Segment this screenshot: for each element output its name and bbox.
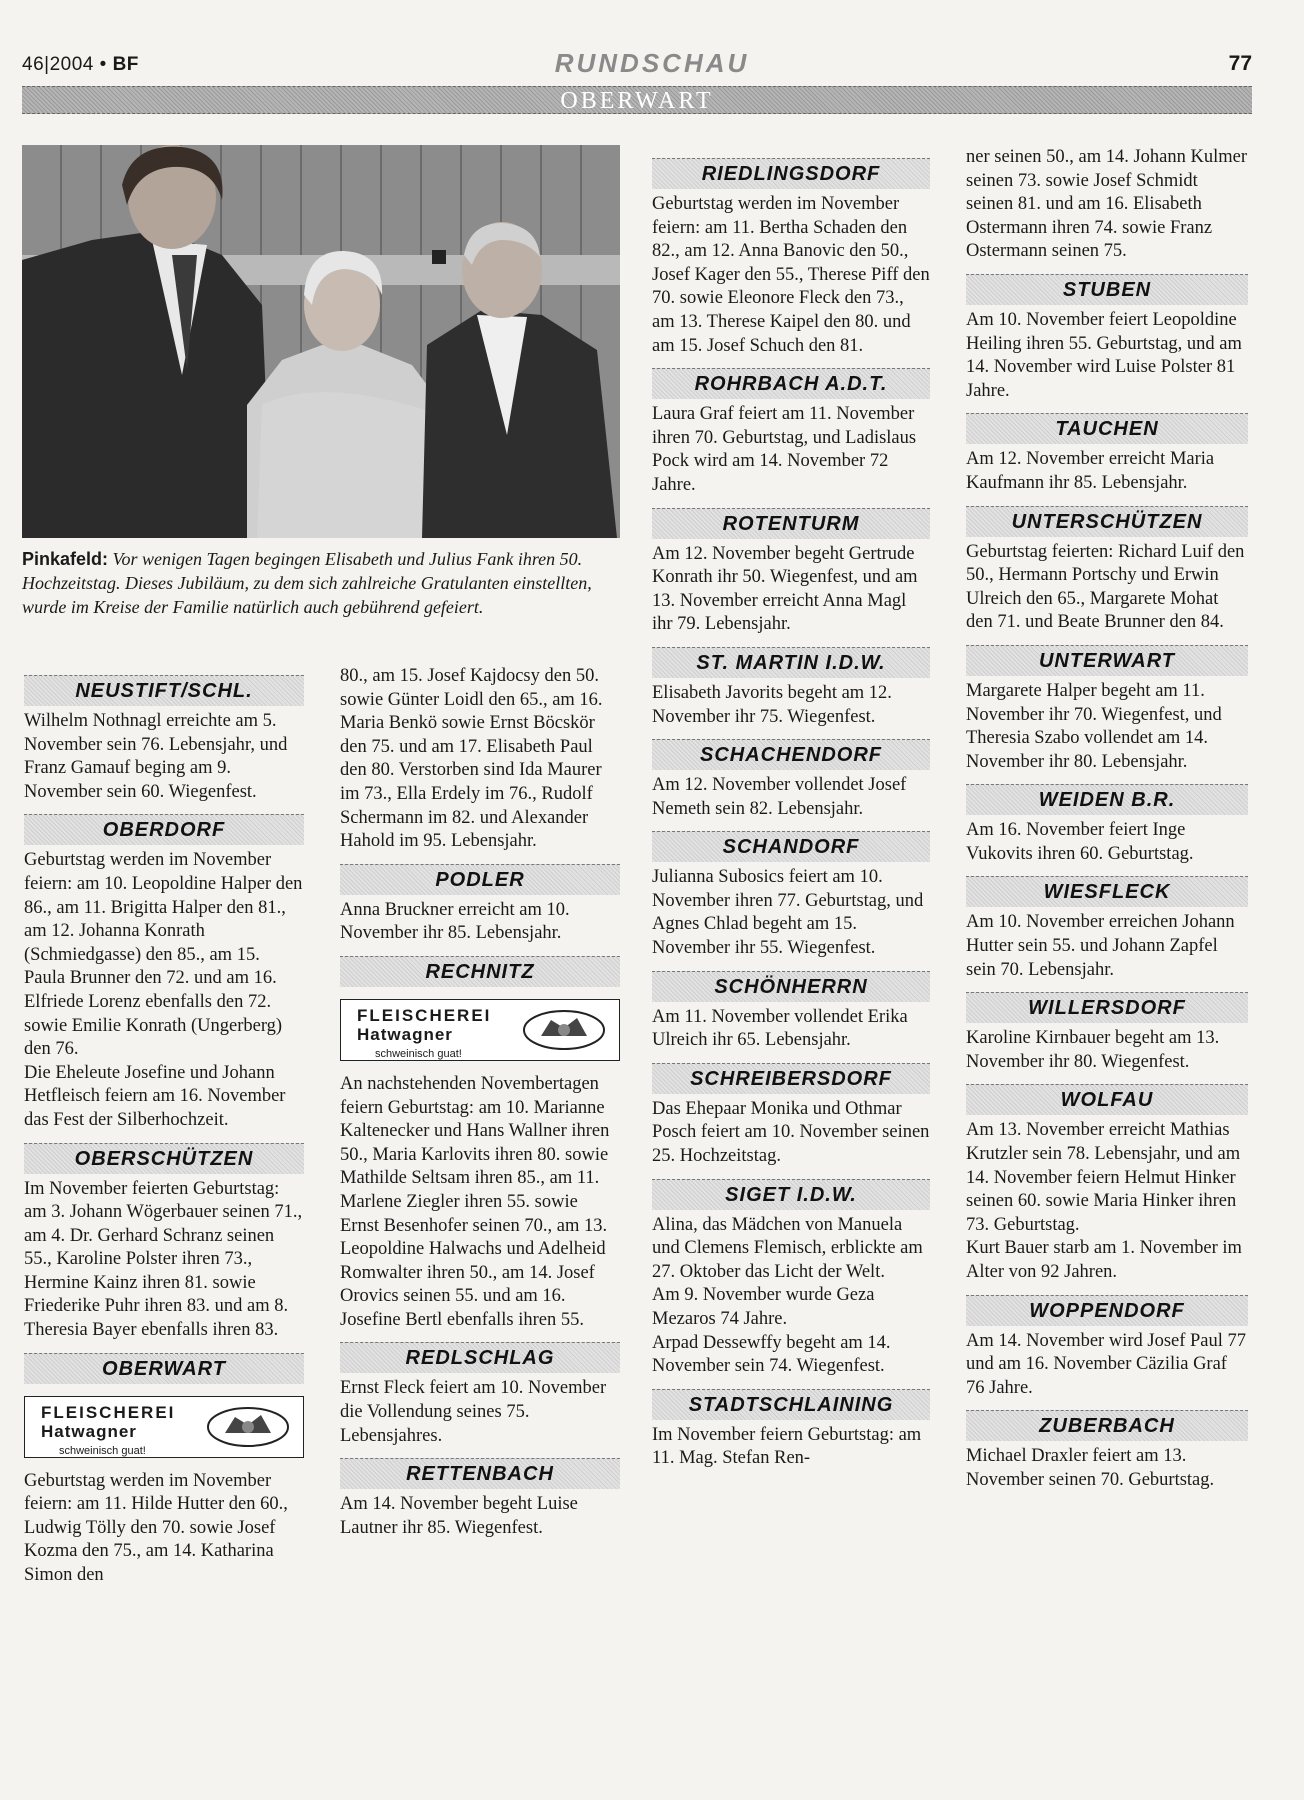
ad-line-1: FLEISCHEREI: [41, 1402, 176, 1422]
heading-woppendorf: WOPPENDORF: [966, 1295, 1248, 1326]
text-woppendorf: Am 14. November wird Josef Paul 77 und am 16. November Cäzilia Graf 76 Jahre.: [966, 1330, 1247, 1398]
text-stadtschlaining: Im November feiern Geburtstag: am 11. Mag. Stefan Ren-: [652, 1424, 922, 1469]
text-oberwart: Geburtstag werden im November feiern: am 11. Hilde Hutter den 60., Ludwig Tölly den 70. sowie Josef Kozma den 75., am 14. Katharina Simon den: [24, 1470, 288, 1586]
heading-willersdorf: WILLERSDORF: [966, 992, 1248, 1023]
heading-oberschuetzen: OBERSCHÜTZEN: [24, 1143, 304, 1174]
heading-wiesfleck: WIESFLECK: [966, 876, 1248, 907]
heading-rotenturm: ROTENTURM: [652, 508, 930, 539]
heading-stuben: STUBEN: [966, 274, 1248, 305]
text-unterschuetzen: Geburtstag feierten: Richard Luif den 50., Hermann Portschy und Erwin Ulreich den 65., Margarete Mohat den 71. und Beate Brunner den 84.: [966, 541, 1245, 633]
ad-line-1: FLEISCHEREI: [357, 1005, 492, 1025]
text-oberdorf-1: Geburtstag werden im November feiern: am 10. Leopoldine Halper den 86., am 11. Brigitta Halper den 81., am 12. Johanna Konrath (Schmiedgasse) den 85., am 15. Paula Brunner den 72. und am 16. Elfriede Lorenz ebenfalls den 72. sowie Emilie Konrath (Ungerberg) den 76.: [24, 850, 303, 1060]
text-oberschuetzen: Im November feierten Geburtstag: am 3. Johann Wögerbauer seinen 71., am 4. Dr. Gerhard Schranz seinen 55., Karoline Polster ihren 73., Hermine Kainz ihren 81. sowie Friederike Puhr ihren 83. und am 8. Theresia Bayer ebenfalls ihren 83.: [24, 1178, 303, 1341]
heading-riedlingsdorf: RIEDLINGSDORF: [652, 158, 930, 189]
text-wolfau-2: Kurt Bauer starb am 1. November im Alter von 92 Jahren.: [966, 1238, 1242, 1282]
heading-unterschuetzen: UNTERSCHÜTZEN: [966, 506, 1248, 537]
region-banner: [22, 86, 1252, 114]
text-siget-3: Arpad Dessewffy begeht am 14. November sein 74. Wiegenfest.: [652, 1332, 891, 1377]
heading-schandorf: SCHANDORF: [652, 831, 930, 862]
ad-fleischerei-2: [340, 999, 620, 1061]
pig-logo-icon: [205, 1403, 291, 1449]
column-1: [24, 675, 304, 1588]
text-siget-1: Alina, das Mädchen von Manuela und Clemens Flemisch, erblickte am 27. Oktober das Licht der Welt.: [652, 1214, 923, 1282]
heading-oberdorf: OBERDORF: [24, 814, 304, 845]
heading-podler: PODLER: [340, 864, 620, 895]
ad-line-3: schweinisch guat!: [59, 1444, 146, 1457]
text-schreibersdorf: Das Ehepaar Monika und Othmar Posch feiert am 10. November seinen 25. Hochzeitstag.: [652, 1098, 930, 1167]
text-st-martin: Elisabeth Javorits begeht am 12. November ihr 75. Wiegenfest.: [652, 682, 892, 727]
text-oberwart-cont: 80., am 15. Josef Kajdocsy den 50. sowie Günter Loidl den 65., am 16. Maria Benkö sowie Ernst Böcskör den 75. und am 17. Elisabeth Paul den 80. Verstorben sind Ida Maurer im 73., Ella Erdely im 76., Rudolf Schermann im 82. und Alexander Hahold im 95. Lebensjahr.: [340, 666, 603, 852]
text-willersdorf: Karoline Kirnbauer begeht am 13. November ihr 80. Wiegenfest.: [966, 1028, 1220, 1072]
text-rechnitz: An nachstehenden Novembertagen feiern Geburtstag: am 10. Marianne Kaltenecker und Hans Wallner ihren 50., Maria Karlovits ihren 80. sowie Mathilde Seltsam ihren 85., am 11. Marlene Ziegler ihren 55. sowie Ernst Besenhofer seinen 70., am 13. Leopoldine Halwachs und Adelheid Romwalter ihren 50., am 14. Josef Orovics seinen 55. und am 16. Josefine Bertl ebenfalls ihren 55.: [340, 1073, 610, 1330]
column-4: [966, 146, 1248, 1493]
heading-rechnitz: RECHNITZ: [340, 956, 620, 987]
text-schachendorf: Am 12. November vollendet Josef Nemeth sein 82. Lebensjahr.: [652, 775, 907, 819]
caption-text: Vor wenigen Tagen begingen Elisabeth und Julius Fank ihren 50. Hochzeitstag. Dieses Jubiläum, zu dem sich zahlreiche Gratulanten einstellten, wurde im Kreise der Familie natürlich auch gebührend gefeiert.: [22, 549, 592, 617]
text-siget-2: Am 9. November wurde Geza Mezaros 74 Jahre.: [652, 1285, 875, 1329]
ad-line-2: Hatwagner: [41, 1421, 137, 1441]
text-podler: Anna Bruckner erreicht am 10. November ihr 85. Lebensjahr.: [340, 899, 570, 944]
section-title: RUNDSCHAU: [554, 48, 750, 78]
heading-stadtschlaining: STADTSCHLAINING: [652, 1389, 930, 1420]
heading-weiden: WEIDEN B.R.: [966, 784, 1248, 815]
heading-tauchen: TAUCHEN: [966, 413, 1248, 444]
text-wolfau-1: Am 13. November erreicht Mathias Krutzler sein 78. Lebensjahr, und am 14. November feiern Helmut Hinker seinen 60. sowie Maria Hinker ihren 73. Geburtstag.: [966, 1120, 1241, 1235]
text-oberdorf-2: Die Eheleute Josefine und Johann Hetfleisch feiern am 16. November das Fest der Silberhochzeit.: [24, 1062, 286, 1130]
column-3: [652, 158, 930, 1471]
photo-image: [22, 145, 620, 538]
heading-siget: SIGET I.D.W.: [652, 1179, 930, 1210]
text-rotenturm: Am 12. November begeht Gertrude Konrath ihr 50. Wiegenfest, und am 13. November erreicht Anna Magl ihr 79. Lebensjahr.: [652, 543, 918, 635]
bullet: •: [99, 54, 107, 75]
heading-unterwart: UNTERWART: [966, 645, 1248, 676]
text-schoenherrn: Am 11. November vollendet Erika Ulreich ihr 65. Lebensjahr.: [652, 1006, 908, 1051]
heading-rettenbach: RETTENBACH: [340, 1458, 620, 1489]
caption-place: Pinkafeld:: [22, 549, 109, 569]
text-rohrbach: Laura Graf feiert am 11. November ihren 70. Geburtstag, und Ladislaus Pock wird am 14. November 72 Jahre.: [652, 404, 917, 495]
heading-oberwart: OBERWART: [24, 1353, 304, 1384]
page-number: 77: [1228, 52, 1252, 75]
heading-rohrbach: ROHRBACH A.D.T.: [652, 368, 930, 399]
text-rettenbach: Am 14. November begeht Luise Lautner ihr 85. Wiegenfest.: [340, 1494, 578, 1538]
photo-caption: [22, 547, 622, 619]
text-redlschlag: Ernst Fleck feiert am 10. November die Vollendung seines 75. Lebensjahres.: [340, 1378, 607, 1446]
text-riedlingsdorf: Geburtstag werden im November feiern: am 11. Bertha Schaden den 82., am 12. Anna Banovic den 50., Josef Kager den 55., Therese Piff den 70. sowie Eleonore Fleck den 73., am 13. Therese Kaipel den 80. und am 15. Josef Schuch den 81.: [652, 194, 930, 356]
text-schandorf: Julianna Subosics feiert am 10. November ihren 77. Geburtstag, und Agnes Chlad begeht am 15. November ihr 55. Wiegenfest.: [652, 867, 924, 959]
heading-redlschlag: REDLSCHLAG: [340, 1342, 620, 1373]
photo: [22, 145, 620, 538]
region-title: OBERWART: [560, 88, 714, 114]
text-wiesfleck: Am 10. November erreichen Johann Hutter sein 55. und Johann Zapfel sein 70. Lebensjahr.: [966, 912, 1235, 980]
column-2: [340, 665, 620, 1540]
ad-fleischerei-1: [24, 1396, 304, 1458]
heading-schreibersdorf: SCHREIBERSDORF: [652, 1063, 930, 1094]
text-tauchen: Am 12. November erreicht Maria Kaufmann ihr 85. Lebensjahr.: [966, 449, 1215, 493]
ad-line-3: schweinisch guat!: [375, 1047, 462, 1060]
pig-logo-icon: [521, 1006, 607, 1052]
heading-neustift: NEUSTIFT/SCHL.: [24, 675, 304, 706]
paper-abbrev: BF: [112, 54, 139, 75]
text-zuberbach: Michael Draxler feiert am 13. November seinen 70. Geburtstag.: [966, 1446, 1215, 1490]
issue-number: 46|2004: [22, 54, 94, 75]
text-unterwart: Margarete Halper begeht am 11. November ihr 70. Wiegenfest, und Theresia Szabo vollendet am 14. November ihr 80. Lebensjahr.: [966, 680, 1222, 772]
heading-schoenherrn: SCHÖNHERRN: [652, 971, 930, 1002]
heading-wolfau: WOLFAU: [966, 1084, 1248, 1115]
heading-zuberbach: ZUBERBACH: [966, 1410, 1248, 1441]
text-weiden: Am 16. November feiert Inge Vukovits ihren 60. Geburtstag.: [966, 820, 1194, 864]
text-stuben: Am 10. November feiert Leopoldine Heiling ihren 55. Geburtstag, und am 14. November wird Luise Polster 81 Jahre.: [966, 309, 1242, 401]
text-neustift: Wilhelm Nothnagl erreichte am 5. November sein 76. Lebensjahr, und Franz Gamauf beging am 9. November sein 60. Wiegenfest.: [24, 711, 288, 802]
heading-st-martin: ST. MARTIN I.D.W.: [652, 647, 930, 678]
text-stadtschlaining-cont: ner seinen 50., am 14. Johann Kulmer seinen 73. sowie Josef Schmidt seinen 81. und am 16. Elisabeth Ostermann ihren 74. sowie Franz Ostermann seinen 75.: [966, 147, 1248, 262]
heading-schachendorf: SCHACHENDORF: [652, 739, 930, 770]
ad-line-2: Hatwagner: [357, 1024, 453, 1044]
